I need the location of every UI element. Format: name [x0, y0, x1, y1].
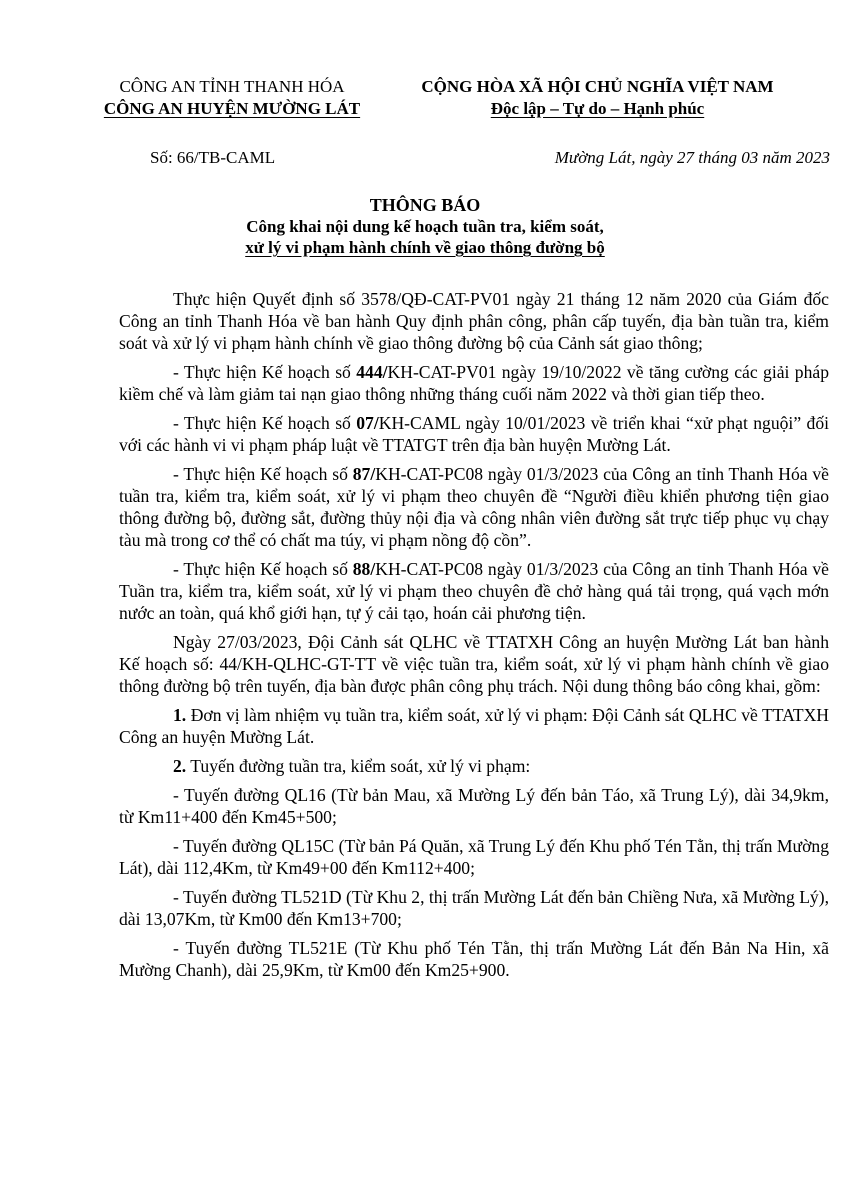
paragraph: - Tuyến đường TL521E (Từ Khu phố Tén Tằn, thị trấn Mường Lát đến Bản Na Hin, xã Mường Chanh), dài 25,9Km, từ Km00 đến Km25+900.: [119, 938, 829, 980]
paragraph: - Thực hiện Kế hoạch số 444/KH-CAT-PV01 ngày 19/10/2022 về tăng cường các giải pháp kiềm chế và làm giảm tai nạn giao thông những tháng cuối năm 2022 và thời gian tiếp theo.: [119, 362, 829, 404]
issuer-block: [82, 76, 382, 120]
title-main: THÔNG BÁO: [369, 195, 481, 215]
paragraph: - Tuyến đường QL15C (Từ bản Pá Quăn, xã Trung Lý đến Khu phố Tén Tằn, thị trấn Mường Lát), dài 112,4Km, từ Km49+00 đến Km112+400;: [119, 836, 829, 878]
document-body: [119, 288, 829, 988]
document-title: [120, 195, 730, 258]
paragraph: Thực hiện Quyết định số 3578/QĐ-CAT-PV01 ngày 21 tháng 12 năm 2020 của Giám đốc Công an tỉnh Thanh Hóa về ban hành Quy định phân công, phân cấp tuyến, địa bàn tuần tra, kiểm soát và xử lý vi phạm hành chính về giao thông đường bộ của Cảnh sát giao thông;: [119, 289, 829, 353]
title-sub-2: xử lý vi phạm hành chính về giao thông đường bộ: [245, 238, 605, 257]
national-heading: [395, 76, 800, 120]
paragraph: - Thực hiện Kế hoạch số 07/KH-CAML ngày 10/01/2023 về triển khai “xử phạt nguội” đối với các hành vi vi phạm pháp luật về TTATGT trên địa bàn huyện Mường Lát.: [119, 413, 829, 455]
issuer-parent: CÔNG AN TỈNH THANH HÓA: [119, 77, 345, 96]
document-number: Số: 66/TB-CAML: [150, 148, 276, 167]
paragraph: - Tuyến đường QL16 (Từ bản Mau, xã Mường Lý đến bản Táo, xã Trung Lý), dài 34,9km, từ Km11+400 đến Km45+500;: [119, 785, 829, 827]
title-sub-1: Công khai nội dung kế hoạch tuần tra, kiểm soát,: [246, 217, 604, 236]
issuer-name: CÔNG AN HUYỆN MƯỜNG LÁT: [103, 99, 361, 118]
paragraph: 1. Đơn vị làm nhiệm vụ tuần tra, kiểm soát, xử lý vi phạm: Đội Cảnh sát QLHC về TTATXH Công an huyện Mường Lát.: [119, 705, 829, 747]
paragraph: - Thực hiện Kế hoạch số 87/KH-CAT-PC08 ngày 01/3/2023 của Công an tỉnh Thanh Hóa về tuần tra, kiểm tra, kiểm soát, xử lý vi phạm theo chuyên đề “Người điều khiển phương tiện giao thông đường bộ, đường sắt, đường thủy nội địa và công nhân viên đường sắt trực tiếp phục vụ chạy tàu mà trong cơ thể có chất ma túy, vi phạm nồng độ cồn”.: [119, 464, 829, 550]
motto: Độc lập – Tự do – Hạnh phúc: [490, 99, 705, 118]
country-name: CỘNG HÒA XÃ HỘI CHỦ NGHĨA VIỆT NAM: [421, 77, 774, 96]
paragraph: 2. Tuyến đường tuần tra, kiểm soát, xử lý vi phạm:: [173, 756, 531, 776]
document-date: Mường Lát, ngày 27 tháng 03 năm 2023: [554, 148, 830, 167]
paragraph: - Thực hiện Kế hoạch số 88/KH-CAT-PC08 ngày 01/3/2023 của Công an tỉnh Thanh Hóa về Tuần tra, kiểm tra, kiểm soát, xử lý vi phạm theo chuyên đề chở hàng quá tải trọng, quá vạch mớn nước an toàn, quá khổ giới hạn, tự ý cải tạo, hoán cải phương tiện.: [119, 559, 829, 623]
paragraph: Ngày 27/03/2023, Đội Cảnh sát QLHC về TTATXH Công an huyện Mường Lát ban hành Kế hoạch số: 44/KH-QLHC-GT-TT về việc tuần tra, kiểm soát, xử lý vi phạm hành chính về giao thông đường bộ trên tuyến, địa bàn được phân công phụ trách. Nội dung thông báo công khai, gồm:: [119, 632, 829, 696]
paragraph: - Tuyến đường TL521D (Từ Khu 2, thị trấn Mường Lát đến bản Chiềng Nưa, xã Mường Lý), dài 13,07Km, từ Km00 đến Km13+700;: [119, 887, 829, 929]
